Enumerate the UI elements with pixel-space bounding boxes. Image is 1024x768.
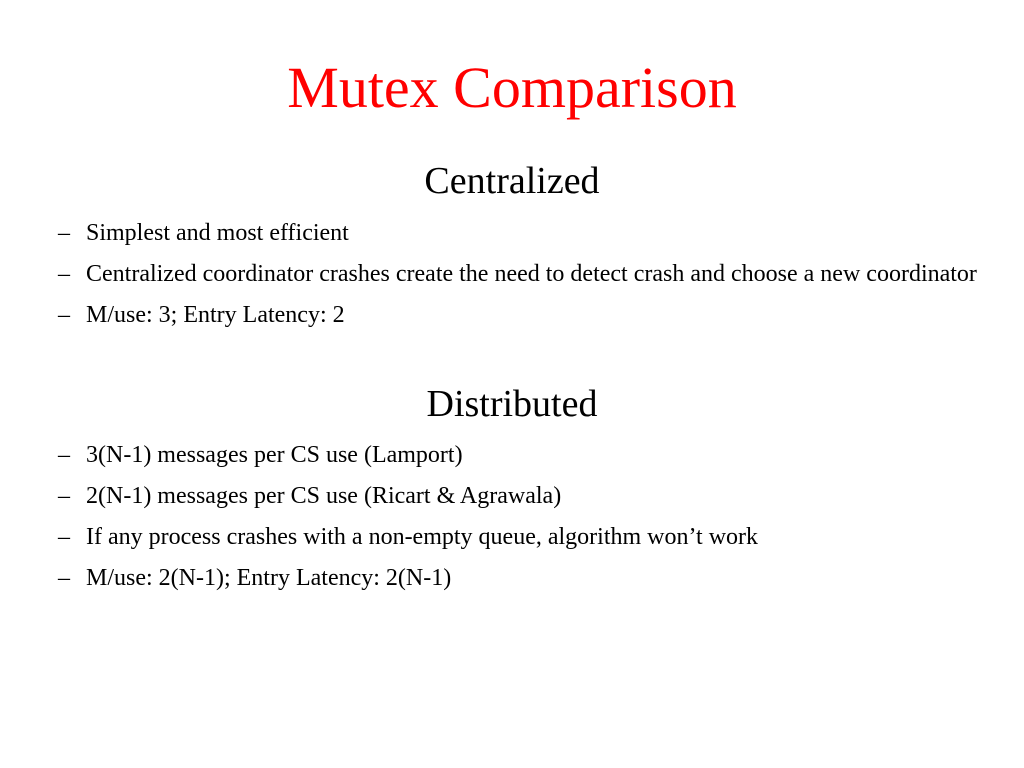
bullet-text: M/use: 3; Entry Latency: 2 bbox=[86, 302, 345, 328]
bullet-item bbox=[58, 561, 1014, 595]
bullet-item bbox=[58, 520, 1014, 554]
section-heading-distributed: Distributed bbox=[426, 383, 598, 425]
bullet-text: M/use: 2(N-1); Entry Latency: 2(N-1) bbox=[86, 565, 452, 591]
dash-bullet-icon: – bbox=[58, 261, 70, 287]
bullet-text: If any process crashes with a non-empty queue, algorithm won’t work bbox=[86, 524, 759, 550]
bullet-item bbox=[58, 438, 1014, 472]
dash-bullet-icon: – bbox=[58, 442, 70, 468]
bullet-text: 2(N-1) messages per CS use (Ricart & Agrawala) bbox=[86, 483, 562, 509]
dash-bullet-icon: – bbox=[58, 220, 70, 246]
section-heading-centralized: Centralized bbox=[424, 160, 600, 202]
distributed-bullet-list bbox=[58, 438, 1014, 602]
bullet-text: Simplest and most efficient bbox=[86, 220, 349, 246]
bullet-item bbox=[58, 257, 1014, 291]
slide-title: Mutex Comparison bbox=[287, 55, 737, 120]
dash-bullet-icon: – bbox=[58, 483, 70, 509]
dash-bullet-icon: – bbox=[58, 302, 70, 328]
dash-bullet-icon: – bbox=[58, 524, 70, 550]
bullet-item bbox=[58, 216, 1014, 250]
centralized-bullet-list bbox=[58, 216, 1014, 339]
bullet-text: 3(N-1) messages per CS use (Lamport) bbox=[86, 442, 463, 468]
bullet-item bbox=[58, 479, 1014, 513]
bullet-text: Centralized coordinator crashes create the need to detect crash and choose a new coordinator bbox=[86, 261, 977, 287]
bullet-item bbox=[58, 298, 1014, 332]
dash-bullet-icon: – bbox=[58, 565, 70, 591]
